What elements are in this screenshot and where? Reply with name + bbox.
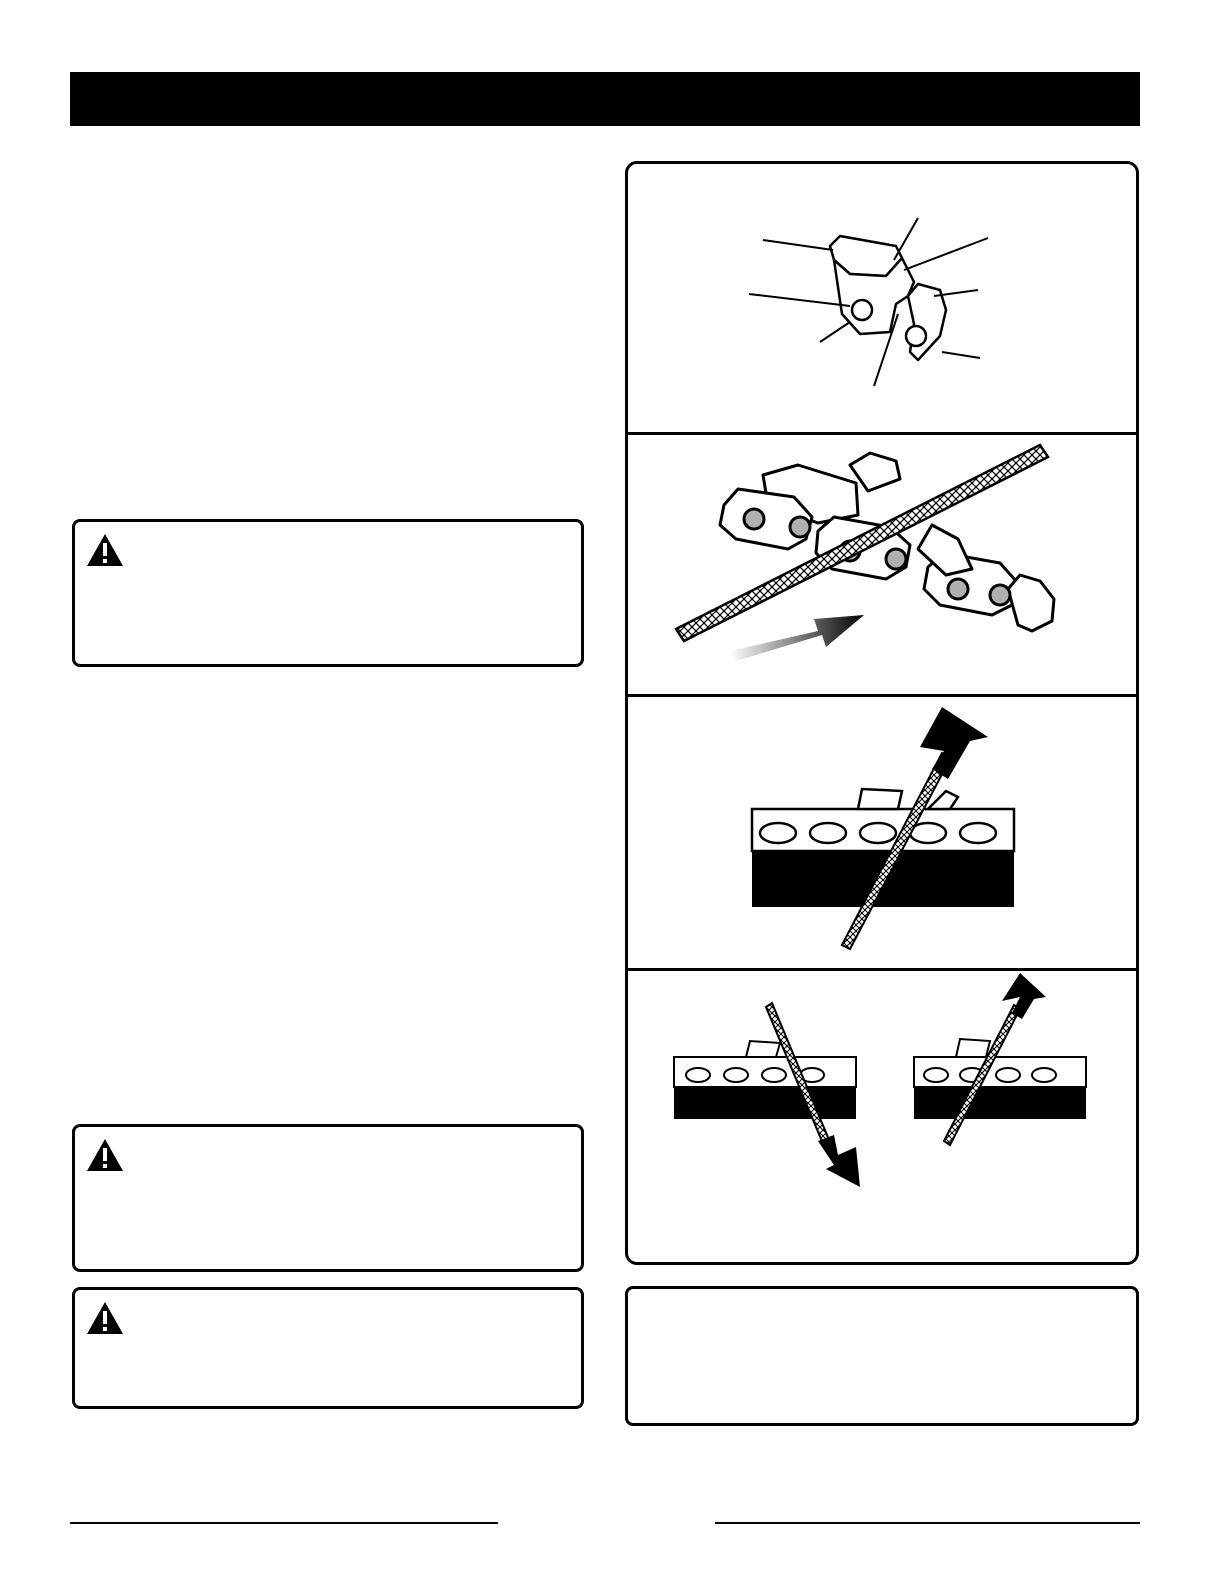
footer-rule-left [70,1522,498,1524]
note-box [625,1286,1139,1426]
filing-positions-illustration [628,971,1136,1262]
figure-filing-stroke [628,697,1136,968]
warning-box-1 [72,519,584,667]
warning-triangle-icon [85,532,125,568]
section-header-bar [70,72,1140,126]
figure-cutter-tooth [628,164,1136,432]
figure-panel [625,161,1139,1265]
figure-file-on-chain [628,435,1136,694]
figure-filing-positions [628,971,1136,1262]
file-on-chain-illustration [628,435,1136,694]
warning-box-2 [72,1124,584,1272]
warning-triangle-icon [85,1137,125,1173]
warning-box-3 [72,1287,584,1409]
footer-rule-right [715,1522,1140,1524]
warning-triangle-icon [85,1300,125,1336]
cutter-tooth-illustration [628,164,1136,432]
filing-stroke-illustration [628,697,1136,968]
